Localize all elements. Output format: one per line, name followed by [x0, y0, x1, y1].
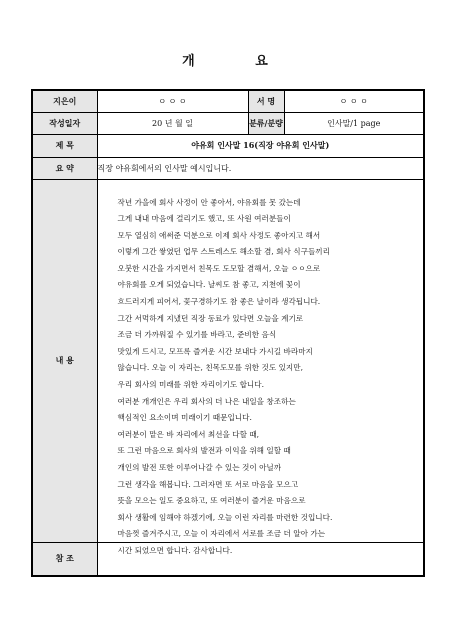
content-line: 그런 생각을 해봅니다. 그러자면 또 서로 마음을 모으고 — [117, 479, 299, 489]
content-line: 야유회를 오게 되었습니다. 날씨도 참 좋고, 지천에 꽃이 — [117, 280, 301, 290]
summary-value: 직장 야유회에서의 인사말 예시입니다. — [97, 157, 424, 179]
content-line: 그간 서먹하게 지냈던 직장 동료가 있다면 오늘을 계기로 — [117, 313, 304, 323]
content-body — [98, 180, 424, 555]
date-value: 20 년 월 일 — [97, 112, 248, 134]
content-line: 모두 열심히 애써준 덕분으로 이제 회사 사정도 좋아지고 해서 — [117, 230, 321, 240]
content-cell — [97, 179, 424, 555]
signature-value: ㅇ ㅇ ㅇ — [284, 90, 424, 112]
content-line: 오붓한 시간을 가지면서 친목도 도모할 겸해서, 오늘 ㅇㅇ으로 — [117, 263, 321, 273]
content-line: 시간 되었으면 합니다. 감사합니다. — [117, 545, 233, 555]
content-line: 않습니다. 오늘 이 자리는, 친목도모를 위한 것도 있지만, — [117, 363, 304, 373]
page-title: 개 요 — [182, 54, 296, 69]
content-line: 여러분이 맡은 바 자리에서 최선을 다할 때, — [117, 429, 260, 439]
content-line: 작년 가을에 회사 사정이 안 좋아서, 야유회를 못 갔는데 — [117, 197, 301, 207]
content-line: 뜻을 모으는 일도 중요하고, 또 여러분이 즐거운 마음으로 — [117, 496, 306, 506]
content-line: 조금 더 가까워질 수 있기를 바라고, 준비한 음식 — [117, 330, 277, 340]
content-line: 흐드러지게 피어서, 꽃구경하기도 참 좋은 날이라 생각됩니다. — [117, 297, 321, 307]
category-value: 인사말/1 page — [284, 112, 424, 134]
summary-label: 요 약 — [32, 157, 97, 179]
reference-label: 참 조 — [32, 542, 97, 576]
content-label: 내 용 — [32, 179, 97, 542]
content-line: 그게 내내 마음에 걸리기도 했고, 또 사원 여러분들이 — [117, 214, 291, 224]
signature-label: 서 명 — [248, 90, 284, 112]
content-line: 우리 회사의 미래를 위한 자리이기도 합니다. — [117, 380, 265, 390]
subject-label: 제 목 — [32, 134, 97, 157]
content-line: 여러분 개개인은 우리 회사의 더 나은 내일을 창조하는 — [117, 396, 296, 406]
content-line: 회사 생활에 임해야 하겠기에, 오늘 이런 자리를 마련한 것입니다. — [117, 512, 333, 522]
content-line: 이렇게 그간 쌓였던 업무 스트레스도 해소할 겸, 회사 식구들끼리 — [117, 247, 330, 257]
category-label: 분류/분량 — [248, 112, 284, 134]
content-line: 또 그런 마음으로 회사의 발전과 이익을 위해 일할 때 — [117, 446, 291, 456]
overview-form-table — [31, 89, 425, 577]
author-label: 지은이 — [32, 90, 97, 112]
date-label: 작성일자 — [32, 112, 97, 134]
content-line: 개인의 발전 또한 이루어나갈 수 있는 것이 아닐까 — [117, 463, 282, 472]
content-line: 맛있게 드시고, 모프록 즐겨운 시간 보내다 가시길 바라마지 — [117, 346, 313, 356]
subject-value: 야유회 인사말 16(직장 야유회 인사말) — [97, 134, 424, 157]
content-line: 마음껏 즐겨주시고, 오늘 이 자리에서 서로를 조금 더 알아 가는 — [117, 529, 326, 539]
author-value: ㅇ ㅇ ㅇ — [97, 90, 248, 112]
content-line: 핵심적인 요소이며 미래이기 때문입니다. — [117, 413, 252, 423]
